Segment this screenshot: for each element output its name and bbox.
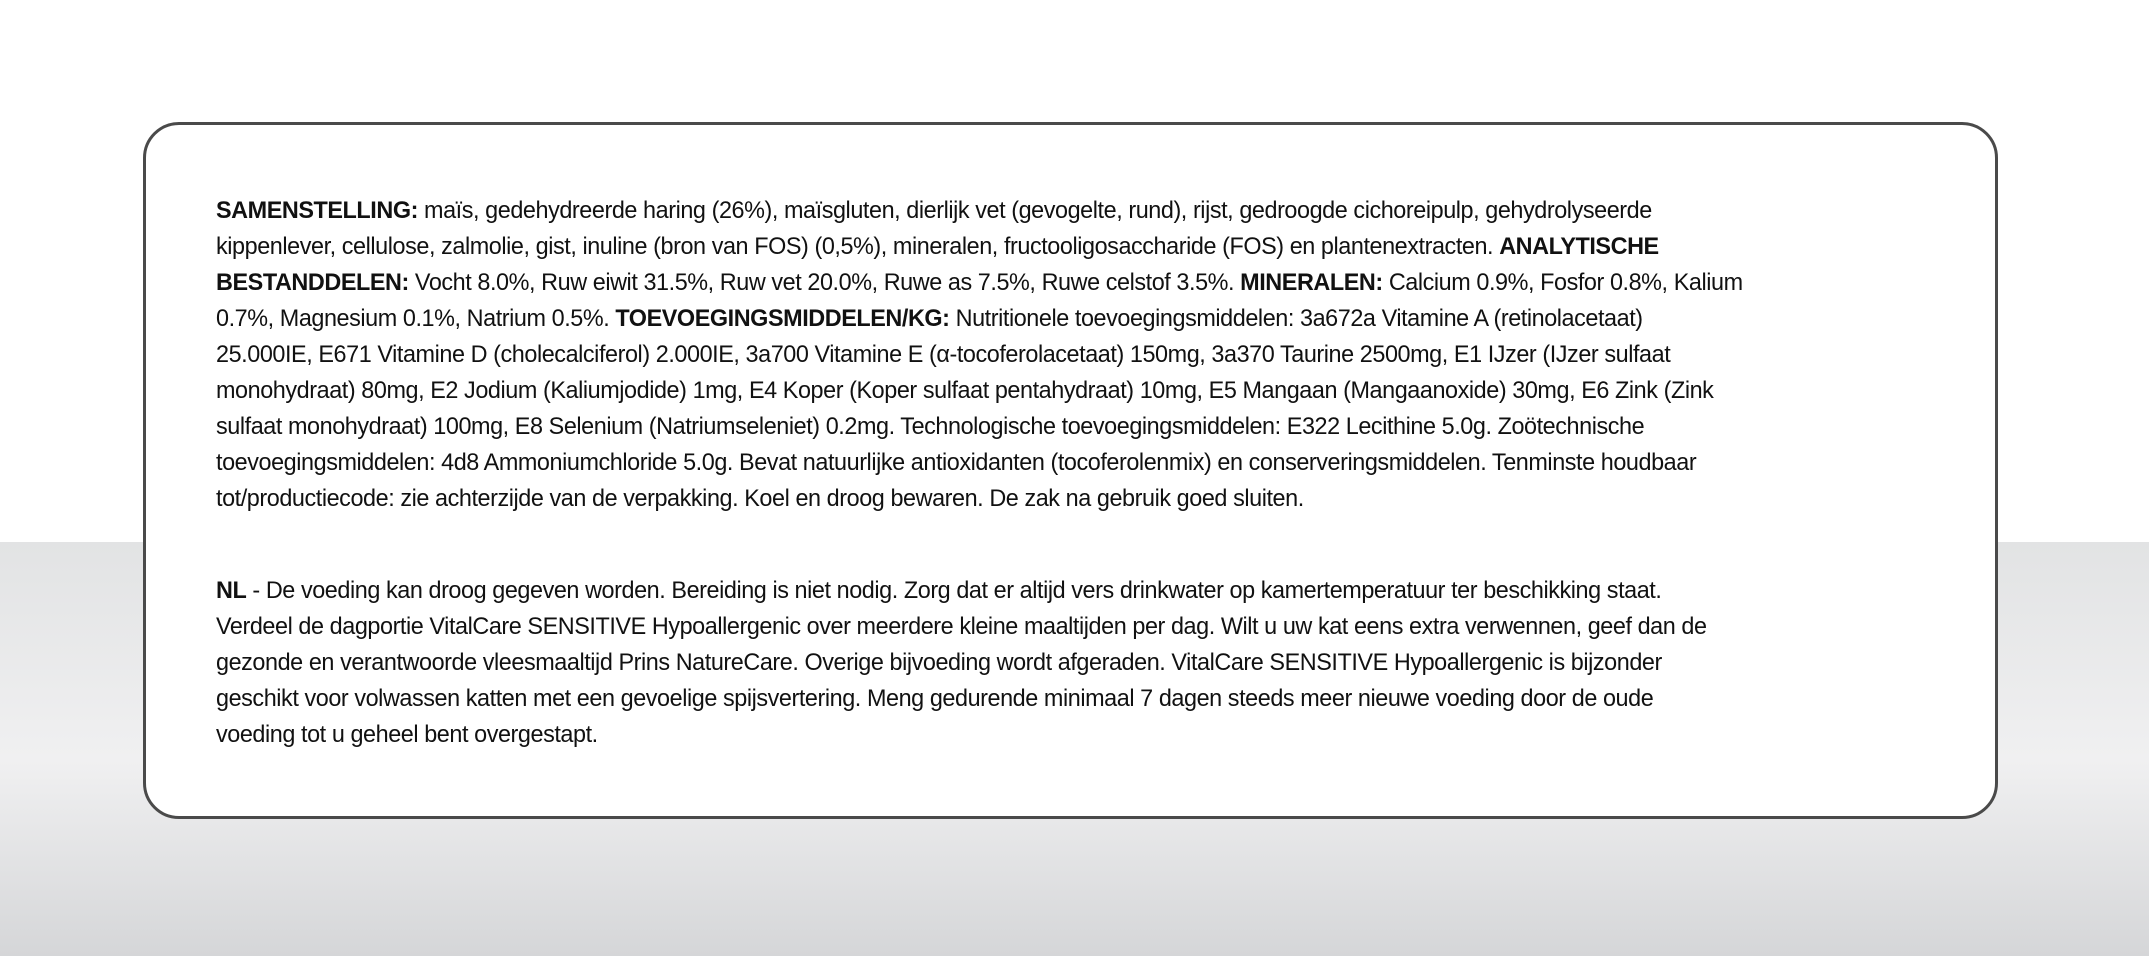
composition-line xyxy=(216,229,1859,265)
composition-line xyxy=(216,373,1859,409)
feeding-line xyxy=(216,717,1859,753)
composition-paragraph xyxy=(216,193,1859,517)
composition-line xyxy=(216,301,1859,337)
feeding-line xyxy=(216,609,1859,645)
language-code: NL xyxy=(216,577,247,604)
storage-text: tot/productiecode: zie achterzijde van de verpakking. Koel en droog bewaren. De zak na gebruik goed sluiten. xyxy=(216,485,1304,512)
minerals-heading: MINERALEN: xyxy=(1240,269,1383,296)
analytical-heading-cont: BESTANDDELEN: xyxy=(216,269,409,296)
feeding-text: gezonde en verantwoorde vleesmaaltijd Prins NatureCare. Overige bijvoeding wordt afgeraden. VitalCare SENSITIVE Hypoallergenic is bijzonder xyxy=(216,649,1662,676)
additives-text: monohydraat) 80mg, E2 Jodium (Kaliumjodide) 1mg, E4 Koper (Koper sulfaat pentahydraat) 10mg, E5 Mangaan (Mangaanoxide) 30mg, E6 Zink (Zink xyxy=(216,377,1714,404)
minerals-values: Calcium 0.9%, Fosfor 0.8%, Kalium xyxy=(1382,269,1743,296)
analytical-values: Vocht 8.0%, Ruw eiwit 31.5%, Ruw vet 20.0%, Ruwe as 7.5%, Ruwe celstof 3.5%. xyxy=(408,269,1241,296)
additives-text: Nutritionele toevoegingsmiddelen: 3a672a Vitamine A (retinolacetaat) xyxy=(949,305,1643,332)
feeding-line xyxy=(216,645,1859,681)
composition-line xyxy=(216,265,1859,301)
additives-text: sulfaat monohydraat) 100mg, E8 Selenium (Natriumseleniet) 0.2mg. Technologische toevoegingsmiddelen: E322 Lecithine 5.0g. Zoötechnische xyxy=(216,413,1645,440)
composition-line xyxy=(216,445,1859,481)
composition-line xyxy=(216,337,1859,373)
composition-line xyxy=(216,481,1859,517)
feeding-text: Verdeel de dagportie VitalCare SENSITIVE Hypoallergenic over meerdere kleine maaltijden per dag. Wilt u uw kat eens extra verwennen, geef dan de xyxy=(216,613,1707,640)
additives-text: 25.000IE, E671 Vitamine D (cholecalciferol) 2.000IE, 3a700 Vitamine E (α-tocoferolacetaat) 150mg, 3a370 Taurine 2500mg, E1 IJzer (IJzer sulfaat xyxy=(216,341,1671,368)
feeding-line xyxy=(216,681,1859,717)
composition-text: kippenlever, cellulose, zalmolie, gist, inuline (bron van FOS) (0,5%), mineralen, fructooligosaccharide (FOS) en plantenextracten. xyxy=(216,233,1500,260)
feeding-text: voeding tot u geheel bent overgestapt. xyxy=(216,721,598,748)
additives-heading: TOEVOEGINGSMIDDELEN/KG: xyxy=(615,305,950,332)
additives-text: toevoegingsmiddelen: 4d8 Ammoniumchloride 5.0g. Bevat natuurlijke antioxidanten (tocoferolenmix) en conserveringsmiddelen. Tenminste houdbaar xyxy=(216,449,1697,476)
composition-text: maïs, gedehydreerde haring (26%), maïsgluten, dierlijk vet (gevogelte, rund), rijst, gedroogde cichoreipulp, gehydrolyseerde xyxy=(417,197,1652,224)
feeding-instructions-paragraph xyxy=(216,573,1859,753)
feeding-text: geschikt voor volwassen katten met een gevoelige spijsvertering. Meng gedurende minimaal 7 dagen steeds meer nieuwe voeding door de oude xyxy=(216,685,1654,712)
composition-line xyxy=(216,409,1859,445)
analytical-heading: ANALYTISCHE xyxy=(1499,233,1659,260)
composition-line xyxy=(216,193,1859,229)
feeding-line xyxy=(216,573,1859,609)
feeding-text: - De voeding kan droog gegeven worden. Bereiding is niet nodig. Zorg dat er altijd vers drinkwater op kamertemperatuur ter beschikking staat. xyxy=(246,577,1662,604)
product-label-card xyxy=(143,122,1998,819)
minerals-values-cont: 0.7%, Magnesium 0.1%, Natrium 0.5%. xyxy=(216,305,616,332)
composition-heading: SAMENSTELLING: xyxy=(216,197,418,224)
